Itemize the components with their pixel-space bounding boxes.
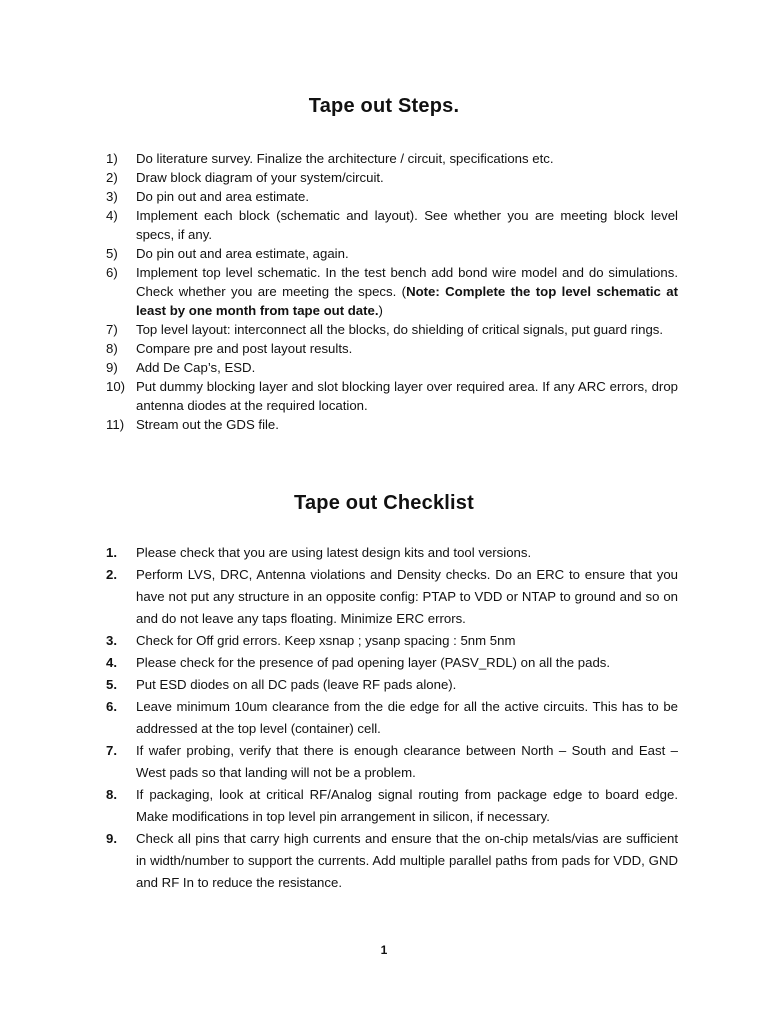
item-text: Leave minimum 10um clearance from the die edge for all the active circuits. This has to be addressed at the top level (container) cell. [136,699,678,736]
item-text: Do pin out and area estimate, again. [136,246,349,261]
list-item [106,542,678,564]
checklist-list [106,542,678,894]
item-text-after: ) [378,303,383,318]
list-item [106,206,678,244]
item-text: Put dummy blocking layer and slot blocking layer over required area. If any ARC errors, drop antenna diodes at the required location. [136,379,678,413]
item-number: 3) [106,189,118,204]
item-number: 7. [106,743,117,758]
item-text: Please check that you are using latest design kits and tool versions. [136,545,532,560]
item-text: Stream out the GDS file. [136,417,279,432]
item-text-before: Implement top level schematic. In the test bench add bond wire model and do simulations. Check whether you are meeting the specs. ( [136,265,678,299]
item-text: Perform LVS, DRC, Antenna violations and Density checks. Do an ERC to ensure that you have not put any structure in an opposite config: PTAP to VDD or NTAP to ground and so on and do not leave any taps floating. Minimize ERC errors. [136,567,678,626]
list-item [106,168,678,187]
checklist-title: Tape out Checklist [294,492,474,514]
item-number: 4) [106,208,118,223]
list-item [106,377,678,415]
item-text [136,263,678,320]
item-number: 1. [106,545,117,560]
list-item [106,740,678,784]
item-text: Put ESD diodes on all DC pads (leave RF pads alone). [136,677,457,692]
item-number: 9. [106,831,117,846]
item-number: 8. [106,787,117,802]
steps-title: Tape out Steps. [308,95,460,117]
item-number: 6) [106,265,118,280]
list-item [106,358,678,377]
list-item [106,244,678,263]
item-text: Check for Off grid errors. Keep xsnap ; ysanp spacing : 5nm 5nm [136,633,516,648]
item-number: 11) [106,417,125,432]
item-text: Draw block diagram of your system/circuit. [136,170,384,185]
item-number: 2. [106,567,117,582]
list-item [106,320,678,339]
item-text: If wafer probing, verify that there is enough clearance between North – South and East – West pads so that landing will not be a problem. [136,743,678,780]
item-text: Add De Cap’s, ESD. [136,360,256,375]
item-number: 5. [106,677,117,692]
list-item [106,784,678,828]
item-text: Please check for the presence of pad opening layer (PASV_RDL) on all the pads. [136,655,611,670]
item-text: Do literature survey. Finalize the architecture / circuit, specifications etc. [136,151,554,166]
list-item [106,263,678,320]
list-item [106,415,678,434]
item-text: Top level layout: interconnect all the blocks, do shielding of critical signals, put guard rings. [136,322,664,337]
list-item [106,828,678,894]
page-number: 1 [380,943,388,957]
item-number: 2) [106,170,118,185]
item-number: 9) [106,360,118,375]
item-text: If packaging, look at critical RF/Analog signal routing from package edge to board edge. Make modifications in top level pin arrangement in silicon, if necessary. [136,787,678,824]
item-text: Compare pre and post layout results. [136,341,353,356]
item-text: Implement each block (schematic and layout). See whether you are meeting block level specs, if any. [136,208,678,242]
list-item [106,696,678,740]
list-item [106,339,678,358]
item-text: Do pin out and area estimate. [136,189,310,204]
list-item [106,149,678,168]
list-item [106,674,678,696]
item-text: Check all pins that carry high currents and ensure that the on-chip metals/vias are sufficient in width/number to support the currents. Add multiple parallel paths from pads for VDD, GND and RF In to reduce the resistance. [136,831,678,890]
steps-list [106,149,678,434]
item-number: 4. [106,655,117,670]
item-number: 7) [106,322,118,337]
note-text: Note: Complete the top level schematic at least by one month from tape out date. [136,284,678,318]
item-number: 8) [106,341,118,356]
item-number: 6. [106,699,117,714]
item-number: 10) [106,379,126,394]
list-item [106,652,678,674]
item-number: 3. [106,633,117,648]
item-number: 5) [106,246,118,261]
list-item [106,564,678,630]
list-item [106,630,678,652]
list-item [106,187,678,206]
item-number: 1) [106,151,118,166]
